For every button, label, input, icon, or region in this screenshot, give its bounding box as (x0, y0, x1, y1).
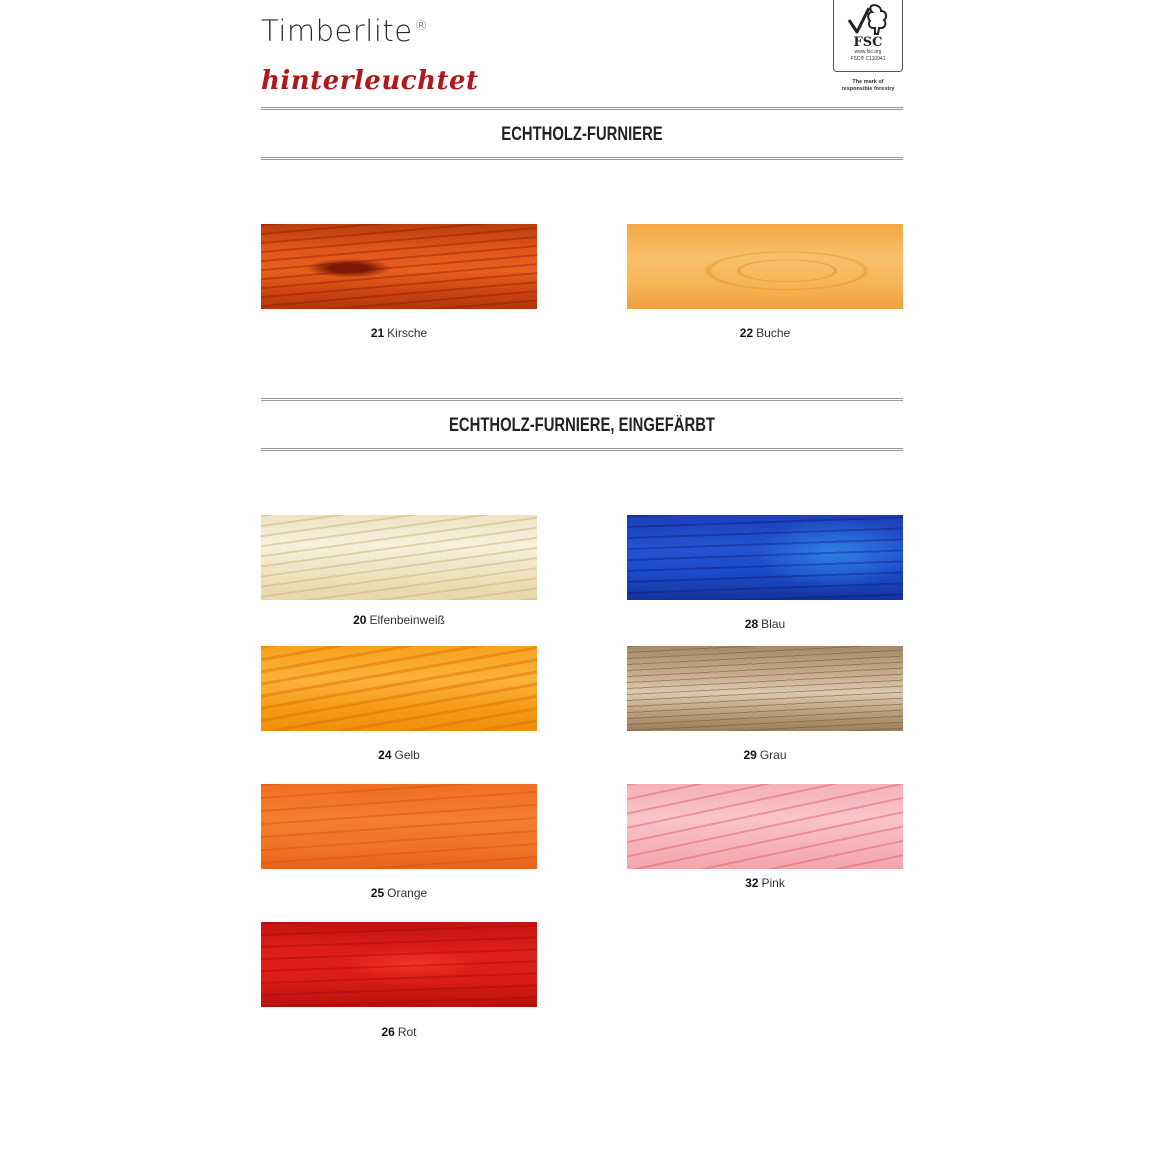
swatch-rot (261, 922, 537, 1007)
swatch-code: 24 (378, 748, 392, 762)
registered-mark: ® (414, 19, 429, 35)
swatch-label (627, 748, 903, 762)
swatch-label (261, 326, 537, 340)
swatch-name: Gelb (394, 748, 420, 762)
swatch-label (261, 748, 537, 762)
swatch-name: Pink (761, 876, 785, 890)
swatch-name: Rot (397, 1025, 417, 1039)
swatch-name: Grau (759, 748, 787, 762)
swatch-name: Orange (387, 886, 428, 900)
swatch-code: 26 (381, 1025, 395, 1039)
swatch-label (261, 613, 537, 627)
divider (261, 107, 903, 110)
swatch-buche (627, 224, 903, 309)
fsc-tagline (833, 79, 903, 92)
brand-logo (261, 14, 428, 48)
swatch-label (261, 886, 537, 900)
swatch-label (627, 326, 903, 340)
swatch-code: 29 (743, 748, 757, 762)
fsc-name: FSC (853, 35, 883, 50)
swatch-label (261, 1025, 537, 1039)
swatch-gelb (261, 646, 537, 731)
swatch-kirsche (261, 224, 537, 309)
swatch-code: 25 (370, 886, 385, 900)
swatch-label (627, 617, 903, 631)
section-title: ECHTHOLZ-FURNIERE (501, 124, 663, 145)
swatch-orange (261, 784, 537, 869)
fsc-website: www.fsc.org (854, 49, 882, 55)
swatch-code: 32 (745, 876, 759, 890)
swatch-elfenbeinweiss (261, 515, 537, 600)
swatch-grau (627, 646, 903, 731)
swatch-name: Elfenbeinweiß (369, 613, 445, 627)
fsc-tagline-line1: The mark of (852, 79, 884, 85)
swatch-pink (627, 784, 903, 869)
fsc-tagline-line2: responsible forestry (841, 85, 895, 92)
swatch-blau (627, 515, 903, 600)
swatch-name: Blau (761, 617, 786, 631)
subtitle: hinterleuchtet (261, 66, 479, 96)
swatch-code: 22 (739, 326, 754, 340)
swatch-code: 28 (744, 617, 759, 631)
divider (261, 448, 903, 451)
divider (261, 398, 903, 401)
swatch-name: Buche (756, 326, 791, 340)
swatch-label (627, 876, 903, 890)
tree-checkmark-icon (845, 2, 891, 36)
fsc-logo (833, 0, 903, 72)
swatch-name: Kirsche (387, 326, 428, 340)
section-title: ECHTHOLZ-FURNIERE, EINGEFÄRBT (449, 415, 715, 436)
swatch-code: 20 (353, 613, 367, 627)
swatch-code: 21 (370, 326, 385, 340)
divider (261, 157, 903, 160)
fsc-license: FSC® C110941 (850, 56, 886, 62)
brand-name: Timberlite (261, 14, 413, 48)
